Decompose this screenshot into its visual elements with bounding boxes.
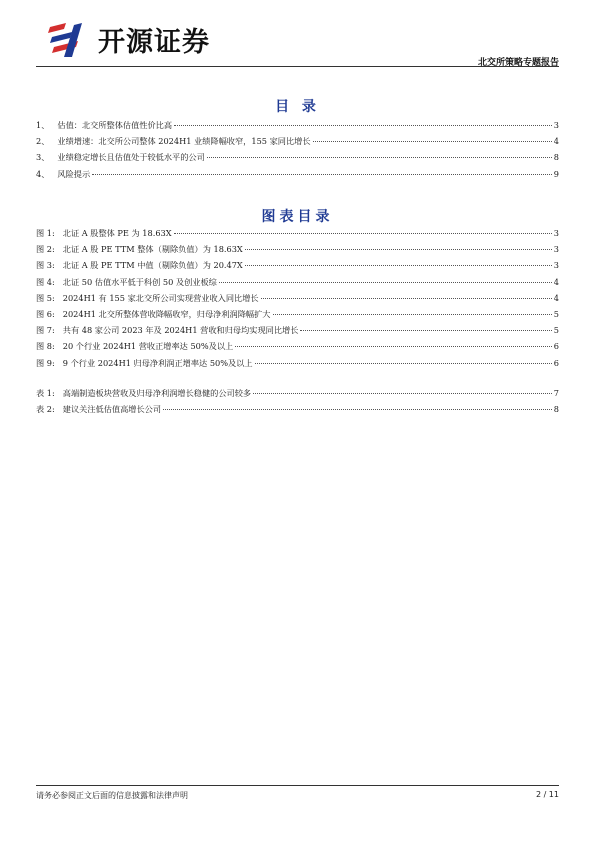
company-logo xyxy=(48,20,210,59)
entry-number: 图 3: xyxy=(36,260,55,271)
toc-title: 目 录 xyxy=(275,99,320,115)
entry-title: 业绩稳定增长且估值处于较低水平的公司 xyxy=(57,152,205,163)
entry-number: 图 8: xyxy=(36,341,55,352)
entry-page-number: 9 xyxy=(553,168,559,179)
entry-number: 图 5: xyxy=(36,292,55,303)
entry-number: 4、 xyxy=(36,168,50,179)
dot-leader xyxy=(253,393,552,394)
entry-page-number: 6 xyxy=(553,357,559,368)
dot-leader xyxy=(300,330,551,331)
logo-text: 开源证券 xyxy=(98,27,210,58)
dot-leader xyxy=(92,174,552,175)
entry-page-number: 4 xyxy=(553,292,559,303)
toc-entry[interactable] xyxy=(36,244,559,260)
dot-leader xyxy=(245,249,552,250)
entry-title: 2024H1 北交所整体营收降幅收窄，归母净利润降幅扩大 xyxy=(62,308,271,319)
toc-entry[interactable] xyxy=(36,228,559,244)
entry-title: 北证 A 股整体 PE 为 18.63X xyxy=(62,228,172,238)
dot-leader xyxy=(174,125,552,126)
entry-title: 业绩增速：北交所公司整体 2024H1 业绩降幅收窄，155 家同比增长 xyxy=(57,136,311,147)
entry-page-number: 5 xyxy=(553,325,559,336)
toc-entry[interactable] xyxy=(36,341,559,357)
toc-entry[interactable] xyxy=(36,358,559,374)
dot-leader xyxy=(174,233,552,234)
report-type-label: 北交所策略专题报告 xyxy=(477,58,559,68)
figures-title: 图表目录 xyxy=(261,209,334,225)
toc-entry[interactable] xyxy=(36,277,559,293)
toc-entry[interactable] xyxy=(36,260,559,276)
dot-leader xyxy=(313,141,552,142)
entry-number: 2、 xyxy=(36,136,50,147)
entry-page-number: 3 xyxy=(553,228,559,238)
entry-number: 图 7: xyxy=(36,325,55,336)
logo-mark-icon xyxy=(48,23,92,57)
entry-title: 北证 50 估值水平低于科创 50 及创业板综 xyxy=(62,276,217,287)
dot-leader xyxy=(219,282,552,283)
entry-title: 高端制造板块营收及归母净利润增长稳健的公司较多 xyxy=(62,388,252,398)
dot-leader xyxy=(207,157,552,158)
dot-leader xyxy=(235,346,552,347)
dot-leader xyxy=(255,363,552,364)
page-indicator: 2 / 11 xyxy=(535,790,559,799)
entry-title: 风险提示 xyxy=(57,168,91,179)
toc-entry[interactable] xyxy=(36,169,559,185)
toc-list xyxy=(36,120,559,185)
entry-number: 表 2: xyxy=(36,404,55,415)
toc-entry[interactable] xyxy=(36,309,559,325)
entry-number: 1、 xyxy=(36,120,50,130)
entry-title: 北证 A 股 PE TTM 中值（剔除负值）为 20.47X xyxy=(62,260,243,271)
entry-page-number: 8 xyxy=(553,404,559,415)
toc-entry[interactable] xyxy=(36,404,559,420)
entry-title: 2024H1 有 155 家北交所公司实现营业收入同比增长 xyxy=(62,292,259,303)
dot-leader xyxy=(261,298,552,299)
entry-number: 图 6: xyxy=(36,308,55,319)
header-divider xyxy=(36,66,559,67)
dot-leader xyxy=(245,265,552,266)
page-header xyxy=(36,14,559,68)
toc-entry[interactable] xyxy=(36,388,559,404)
entry-page-number: 3 xyxy=(553,260,559,271)
entry-number: 图 1: xyxy=(36,228,55,238)
figures-list xyxy=(36,228,559,374)
entry-page-number: 4 xyxy=(553,136,559,147)
entry-number: 3、 xyxy=(36,152,50,163)
toc-entry[interactable] xyxy=(36,325,559,341)
dot-leader xyxy=(163,409,552,410)
entry-number: 表 1: xyxy=(36,388,55,398)
tables-list xyxy=(36,388,559,420)
entry-title: 20 个行业 2024H1 营收正增率达 50%及以上 xyxy=(62,341,234,352)
entry-page-number: 3 xyxy=(553,244,559,255)
dot-leader xyxy=(273,314,552,315)
entry-title: 估值：北交所整体估值性价比高 xyxy=(57,120,173,130)
toc-entry[interactable] xyxy=(36,293,559,309)
entry-page-number: 7 xyxy=(553,388,559,398)
entry-page-number: 8 xyxy=(553,152,559,163)
entry-page-number: 6 xyxy=(553,341,559,352)
entry-page-number: 5 xyxy=(553,308,559,319)
toc-entry[interactable] xyxy=(36,136,559,152)
entry-title: 北证 A 股 PE TTM 整体（剔除负值）为 18.63X xyxy=(62,244,243,255)
entry-page-number: 3 xyxy=(553,120,559,130)
footer-disclaimer: 请务必参阅正文后面的信息披露和法律声明 xyxy=(36,791,188,800)
footer-divider xyxy=(36,785,559,786)
entry-title: 建议关注低估值高增长公司 xyxy=(62,404,162,415)
entry-number: 图 4: xyxy=(36,276,55,287)
toc-entry[interactable] xyxy=(36,120,559,136)
entry-number: 图 2: xyxy=(36,244,55,255)
entry-number: 图 9: xyxy=(36,357,55,368)
entry-page-number: 4 xyxy=(553,276,559,287)
entry-title: 9 个行业 2024H1 归母净利润正增率达 50%及以上 xyxy=(62,357,253,368)
entry-title: 共有 48 家公司 2023 年及 2024H1 营收和归母均实现同比增长 xyxy=(62,325,299,336)
toc-entry[interactable] xyxy=(36,152,559,168)
